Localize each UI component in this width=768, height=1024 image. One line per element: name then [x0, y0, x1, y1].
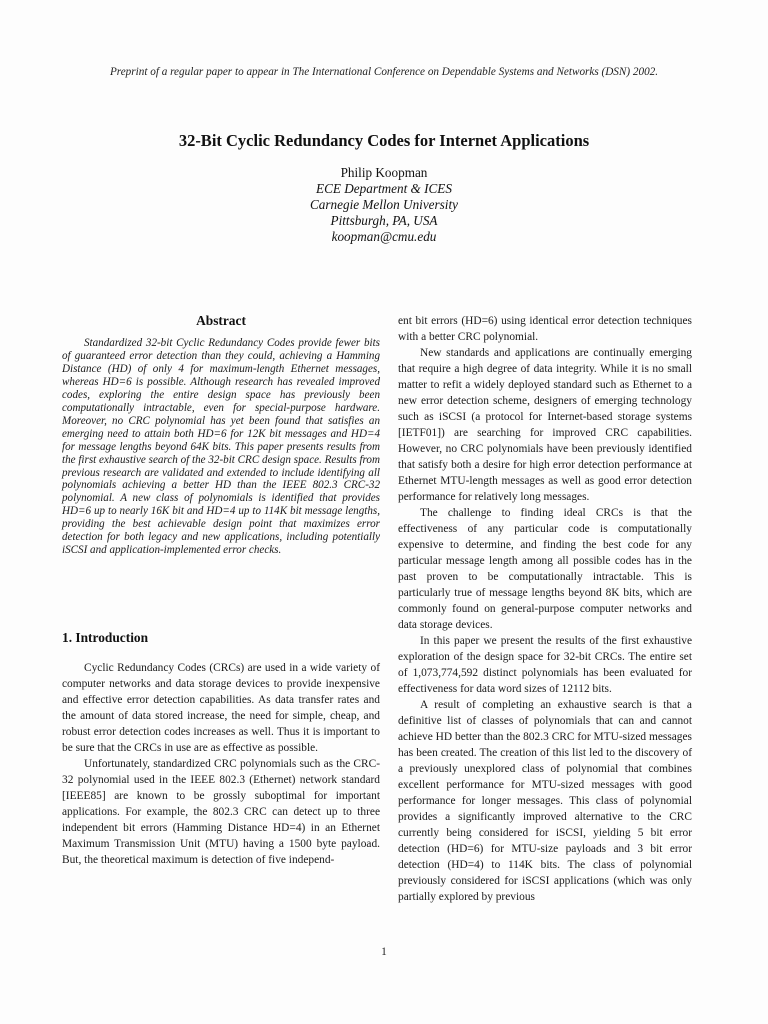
- intro-paragraph: Cyclic Redundancy Codes (CRCs) are used in a wide variety of computer networks and data storage devices to provide inexpensive and effective error detection capabilities. As data transfer rates and the amount of data stored increase, the need for simple, cheap, and robust error detection codes increases as well. Thus it is important to be sure that the CRCs in use are as effective as possible.: [62, 662, 380, 754]
- abstract-heading: Abstract: [196, 313, 246, 328]
- intro-paragraph: Unfortunately, standardized CRC polynomials such as the CRC-32 polynomial used in the IEEE 802.3 (Ethernet) network standard [IEEE85] are known to be grossly suboptimal for important applications. For example, the 802.3 CRC can detect up to three independent bit errors (Hamming Distance HD=4) in an Ethernet Maximum Transmission Unit (MTU) having a 1500 byte payload. But, the theoretical maximum is detection of five independ-: [62, 758, 380, 866]
- author-name: Philip Koopman: [340, 165, 428, 180]
- right-column-body: [398, 313, 692, 905]
- introduction-heading: 1. Introduction: [62, 630, 149, 645]
- intro-paragraph: New standards and applications are continually emerging that require a high degree of data integrity. While it is no small matter to refit a widely deployed standard such as Ethernet to a new error detection scheme, designers of emerging technology such as iSCSI (a protocol for Internet-based storage systems [IETF01]) are searching for improved CRC capabilities. However, no CRC polynomials have been previously identified that satisfy both a desire for high error detection performance at Ethernet MTU-length messages as well as good error detection performance for relatively long messages.: [398, 347, 692, 503]
- preprint-notice: Preprint of a regular paper to appear in The International Conference on Dependable Systems and Networks (DSN) 2002.: [109, 66, 659, 78]
- author-block: [40, 165, 728, 245]
- intro-continuation: ent bit errors (HD=6) using identical error detection techniques with a better CRC polynomial.: [398, 315, 692, 343]
- page-number: 1: [381, 946, 387, 958]
- abstract-text: Standardized 32-bit Cyclic Redundancy Codes provide fewer bits of guaranteed error detection than they could, achieving a Hamming Distance (HD) of only 4 for maximum-length Ethernet messages, whereas HD=6 is possible. Although research has revealed improved codes, exploring the entire design space has previously been computationally intractable, even for special-purpose hardware. Moreover, no CRC polynomial has yet been found that satisfies an emerging need to attain both HD=6 for 12K bit messages and HD=4 for message lengths beyond 64K bits. This paper presents results from the first exhaustive search of the 32-bit CRC design space. Results from previous research are validated and extended to include identifying all polynomials achieving a better HD than the IEEE 802.3 CRC-32 polynomial. A new class of polynomials is identified that provides HD=6 up to nearly 16K bit and HD=4 up to 114K bit message lengths, providing the best achievable design point that maximizes error detection for both legacy and new applications, including potentially iSCSI and application-implemented error checks.: [62, 337, 380, 557]
- affiliation-university: Carnegie Mellon University: [310, 197, 458, 213]
- author-email: koopman@cmu.edu: [331, 229, 437, 245]
- intro-paragraph: A result of completing an exhaustive search is that a definitive list of classes of polynomials that can and cannot achieve HD better than the 802.3 CRC for MTU-sized messages has been created. The creation of this list led to the discovery of a previously unexplored class of polynomial that combines excellent performance for MTU-sized messages with good performance for longer messages. This class of polynomial provides a significantly improved alternative to the CRC currently being considered for iSCSI, yielding 5 bit error detection (HD=6) for MTU-size payloads and 3 bit error detection (HD=4) to 114K bits. The class of polynomial previously considered for iSCSI applications (which was only partially explored by previous: [398, 699, 692, 903]
- left-column-body: [62, 660, 380, 868]
- paper-title: 32-Bit Cyclic Redundancy Codes for Internet Applications: [178, 131, 590, 150]
- intro-paragraph: In this paper we present the results of the first exhaustive exploration of the design space for 32-bit CRCs. The entire set of 1,073,774,592 distinct polynomials has been evaluated for effectiveness for data word sizes of 12112 bits.: [398, 635, 692, 695]
- affiliation-location: Pittsburgh, PA, USA: [330, 213, 438, 229]
- affiliation-department: ECE Department & ICES: [316, 181, 452, 197]
- intro-paragraph: The challenge to finding ideal CRCs is that the effectiveness of any particular code is computationally expensive to determine, and finding the best code for any particular message length among all possible codes has in the past proven to be computationally intractable. This is particularly true of message lengths beyond 8K bits, which are commonly found on general-purpose computer networks and data storage devices.: [398, 507, 692, 631]
